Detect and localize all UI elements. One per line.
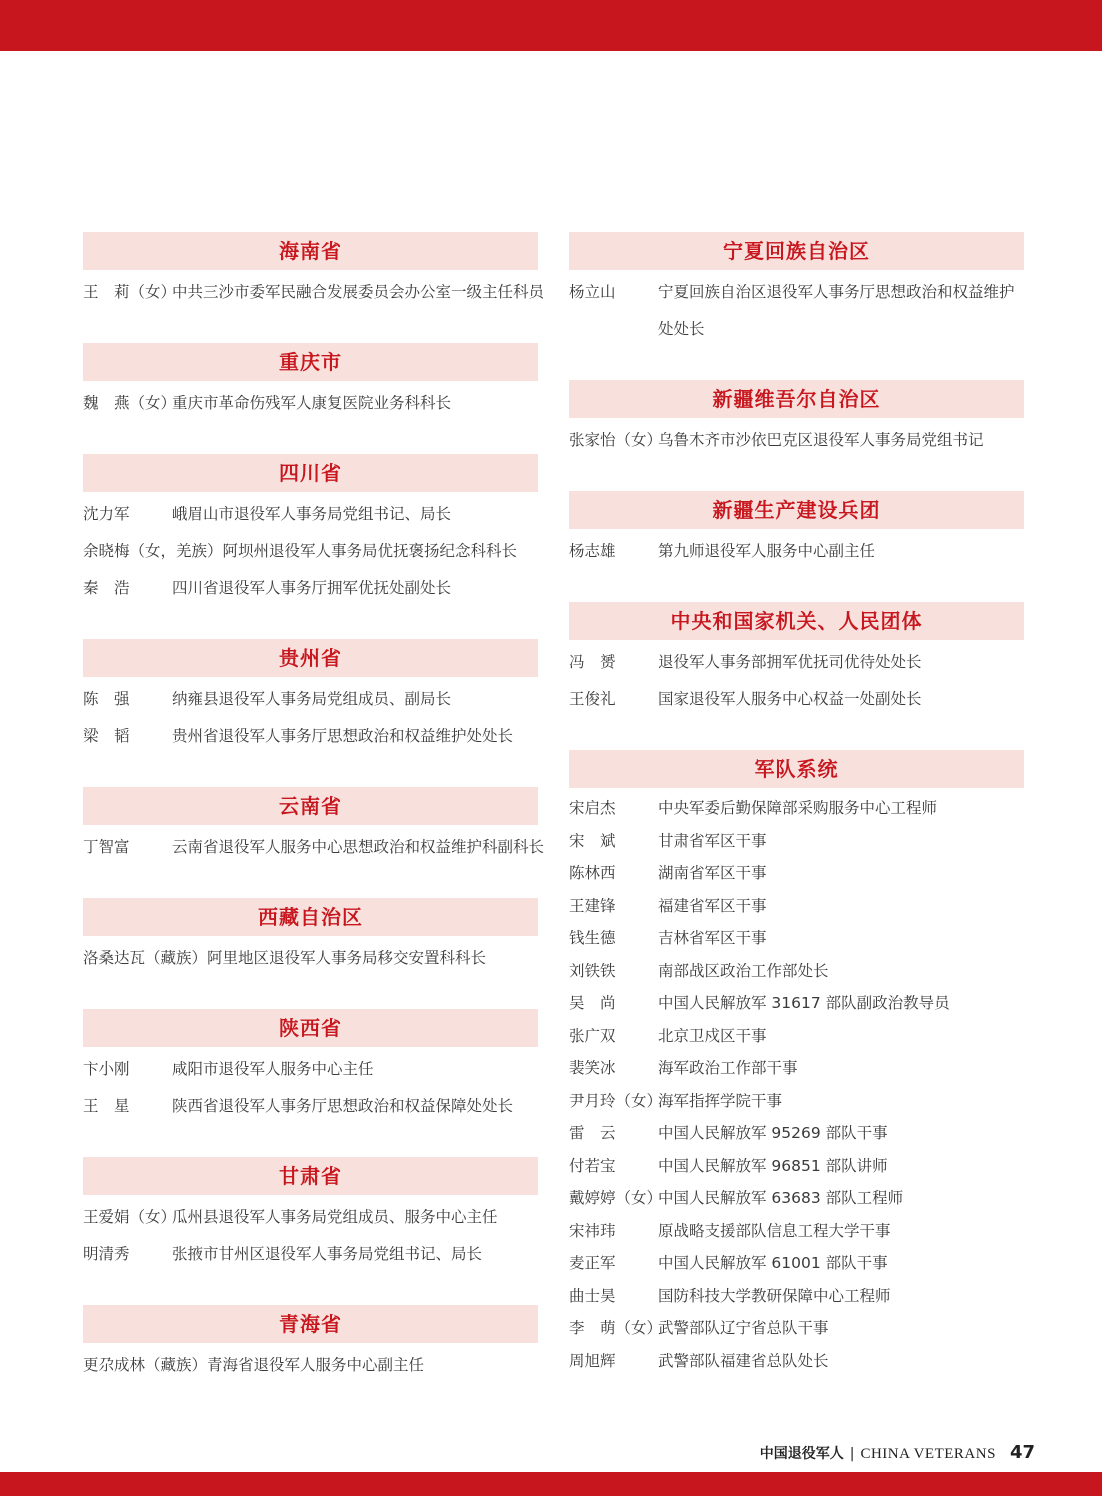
person-row [83,496,538,533]
person-row [569,955,1024,988]
people-list [83,492,538,607]
person-name: 张广双 [569,1026,616,1045]
person-row [83,533,538,570]
person-title: 武警部队福建省总队处长 [658,1351,829,1370]
region-section [569,491,1024,570]
people-list [569,788,1024,1377]
person-row [569,1280,1024,1313]
person-row [569,644,1024,681]
footer-separator: | [849,1446,855,1462]
person-title: 中国人民解放军 63683 部队工程师 [658,1189,904,1207]
person-name: 周旭辉 [569,1351,616,1370]
person-title: 乌鲁木齐市沙依巴克区退役军人事务局党组书记 [658,431,984,449]
person-title: 湖南省军区干事 [658,864,767,882]
region-section [83,454,538,607]
person-name: 尹月玲（女） [569,1091,663,1110]
region-section [83,639,538,755]
person-row [83,1236,538,1273]
person-title: 中共三沙市委军民融合发展委员会办公室一级主任科员 [172,283,545,301]
region-header: 军队系统 [569,750,1024,788]
region-section [83,1305,538,1384]
region-section [83,787,545,866]
person-row [83,718,538,755]
region-section [83,898,538,977]
person-row [569,922,1024,955]
region-header: 贵州省 [83,639,538,677]
person-name: 宋祎玮 [569,1221,616,1240]
region-section [83,1157,538,1273]
person-name: 宋启杰 [569,799,616,817]
person-title: 中国人民解放军 61001 部队干事 [658,1254,888,1272]
region-section [569,602,1024,718]
region-header: 新疆维吾尔自治区 [569,380,1024,418]
person-name: 梁 韬 [83,727,130,745]
person-title: 国防科技大学教研保障中心工程师 [658,1286,891,1305]
footer-brand: 中国退役军人 [759,1446,844,1462]
footer-english-title: CHINA VETERANS [860,1446,996,1462]
person-title: 阿坝州退役军人事务局优抚褒扬纪念科科长 [222,542,518,560]
region-section [83,343,538,422]
person-name: 王 莉（女） [83,283,177,301]
people-list [569,270,1024,348]
person-row [83,1347,538,1384]
people-list [83,825,545,866]
person-name: 秦 浩 [83,579,130,597]
people-list [83,677,538,755]
region-header: 新疆生产建设兵团 [569,491,1024,529]
right-column [569,232,1024,1377]
region-header: 海南省 [83,232,538,270]
person-title: 阿里地区退役军人事务局移交安置科科长 [207,949,487,967]
person-row [569,1182,1024,1215]
person-title: 甘肃省军区干事 [658,831,767,850]
person-name: 李 萌（女） [569,1319,663,1337]
people-list [83,1047,538,1125]
region-section [83,232,545,311]
person-row [569,1215,1024,1248]
person-name: 吴 尚 [569,994,616,1012]
person-title: 国家退役军人服务中心权益一处副处长 [658,690,922,708]
people-list [569,529,1024,570]
person-name: 余晓梅（女，羌族） [83,542,223,560]
people-list [569,640,1024,718]
person-row [569,1150,1024,1183]
people-list [569,418,1024,459]
person-row [569,422,1024,459]
person-name: 刘铁铁 [569,961,616,980]
person-name: 王爱娟（女） [83,1208,177,1226]
person-name: 钱生德 [569,929,616,947]
person-row [83,1199,538,1236]
person-row [569,857,1024,890]
person-row [83,1051,538,1088]
person-title: 海军政治工作部干事 [658,1059,798,1077]
region-header: 陕西省 [83,1009,538,1047]
region-header: 重庆市 [83,343,538,381]
person-row [569,1085,1024,1118]
person-name: 明清秀 [83,1245,130,1263]
person-row [569,890,1024,923]
person-name: 冯 赟 [569,653,616,671]
page-number: 47 [1009,1442,1035,1463]
person-title: 宁夏回族自治区退役军人事务厅思想政治和权益维护处处长 [658,283,1015,338]
region-header: 宁夏回族自治区 [569,232,1024,270]
person-title: 中国人民解放军 31617 部队副政治教导员 [658,994,950,1012]
person-title: 贵州省退役军人事务厅思想政治和权益维护处处长 [172,727,514,745]
person-row [569,533,1024,570]
person-title: 中央军委后勤保障部采购服务中心工程师 [658,799,938,817]
person-name: 陈 强 [83,690,130,708]
person-name: 王俊礼 [569,690,616,708]
person-row [569,1052,1024,1085]
person-row [569,1345,1024,1378]
person-title: 福建省军区干事 [658,896,767,915]
person-name: 曲士昊 [569,1286,616,1305]
person-title: 海军指挥学院干事 [658,1091,783,1110]
left-column [83,232,545,1384]
person-name: 陈林西 [569,864,616,882]
person-row [569,792,1024,825]
person-row [569,1312,1024,1345]
person-name: 王建锋 [569,896,616,915]
person-name: 戴婷婷（女） [569,1189,663,1207]
region-header: 云南省 [83,787,538,825]
person-row [569,1020,1024,1053]
region-section [569,232,1024,348]
person-name: 杨立山 [569,283,616,301]
person-name: 裴笑冰 [569,1059,616,1077]
person-name: 麦正军 [569,1254,616,1272]
people-list [83,381,538,422]
person-title: 退役军人事务部拥军优抚司优待处处长 [658,653,922,671]
person-name: 更尕成林（藏族） [83,1356,208,1374]
person-row [83,1088,538,1125]
region-section [569,750,1024,1377]
person-row [569,1117,1024,1150]
person-title: 北京卫戍区干事 [658,1026,767,1045]
person-title: 吉林省军区干事 [658,929,767,947]
person-name: 洛桑达瓦（藏族） [83,949,208,967]
person-title: 青海省退役军人服务中心副主任 [207,1356,425,1374]
person-row [569,987,1024,1020]
top-red-band [0,0,1102,51]
person-name: 雷 云 [569,1124,616,1142]
person-name: 王 星 [83,1097,130,1115]
person-title: 纳雍县退役军人事务局党组成员、副局长 [172,690,452,708]
bottom-red-band [0,1472,1102,1496]
region-header: 中央和国家机关、人民团体 [569,602,1024,640]
person-name: 丁智富 [83,838,130,856]
person-row [83,274,545,311]
person-name: 卞小刚 [83,1060,130,1078]
person-title: 瓜州县退役军人事务局党组成员、服务中心主任 [172,1208,498,1226]
person-title: 张掖市甘州区退役军人事务局党组书记、局长 [172,1245,483,1263]
person-row [569,1247,1024,1280]
person-name: 宋 斌 [569,831,616,850]
person-title: 南部战区政治工作部处长 [658,961,829,980]
person-title: 咸阳市退役军人服务中心主任 [172,1060,374,1078]
person-row [83,829,545,866]
person-name: 魏 燕（女） [83,394,177,412]
person-title: 陕西省退役军人事务厅思想政治和权益保障处处长 [172,1097,514,1115]
people-list [83,270,545,311]
people-list [83,1195,538,1273]
region-section [83,1009,538,1125]
person-title: 武警部队辽宁省总队干事 [658,1319,829,1337]
person-row [83,570,538,607]
person-title: 第九师退役军人服务中心副主任 [658,542,876,560]
page-footer [760,1442,1035,1466]
person-name: 沈力军 [83,505,130,523]
person-name: 杨志雄 [569,542,616,560]
person-row [569,681,1024,718]
region-header: 青海省 [83,1305,538,1343]
person-title: 峨眉山市退役军人事务局党组书记、局长 [172,505,452,523]
person-name: 付若宝 [569,1156,616,1175]
people-list [83,1343,538,1384]
person-row [83,385,538,422]
person-row [83,681,538,718]
region-header: 西藏自治区 [83,898,538,936]
person-title: 云南省退役军人服务中心思想政治和权益维护科副科长 [172,838,545,856]
person-title: 四川省退役军人事务厅拥军优抚处副处长 [172,579,452,597]
person-row [569,825,1024,858]
person-title: 中国人民解放军 95269 部队干事 [658,1124,888,1142]
person-title: 重庆市革命伤残军人康复医院业务科科长 [172,394,452,412]
people-list [83,936,538,977]
region-header: 甘肃省 [83,1157,538,1195]
region-header: 四川省 [83,454,538,492]
person-title: 原战略支援部队信息工程大学干事 [658,1221,891,1240]
person-title: 中国人民解放军 96851 部队讲师 [658,1156,888,1175]
person-row [83,940,538,977]
region-section [569,380,1024,459]
person-row [569,274,1024,348]
person-name: 张家怡（女） [569,431,663,449]
